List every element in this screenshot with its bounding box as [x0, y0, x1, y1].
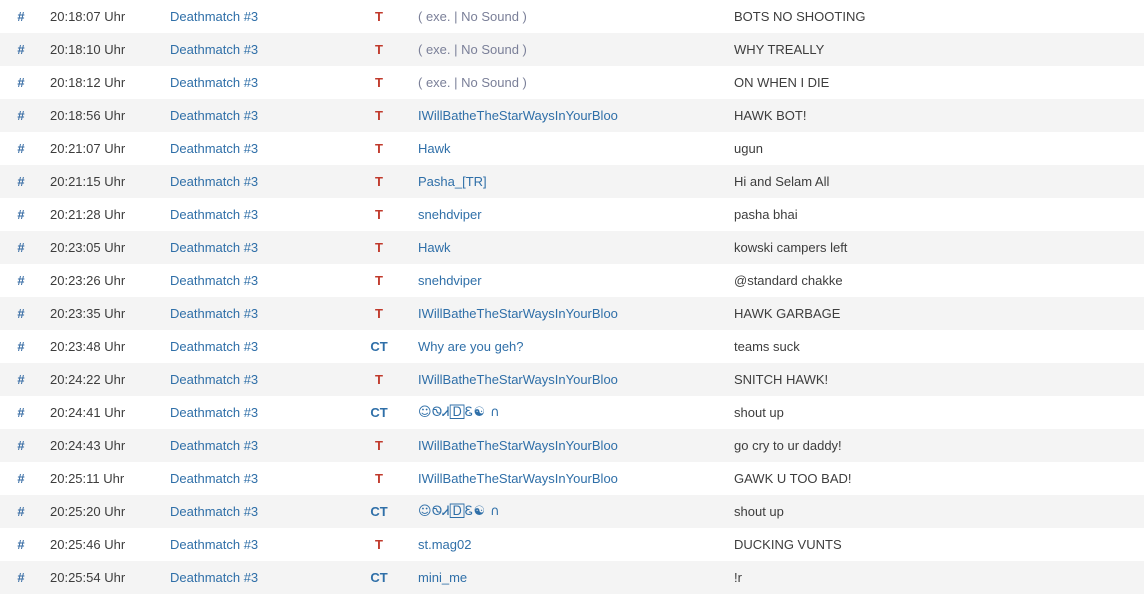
row-timestamp: 20:18:56 Uhr	[50, 108, 126, 123]
row-team-badge: T	[375, 240, 383, 255]
row-team-badge: T	[375, 438, 383, 453]
row-team-badge: T	[375, 75, 383, 90]
row-player-name-link[interactable]: Pasha_[TR]	[418, 174, 487, 189]
row-server-link[interactable]: Deathmatch #3	[170, 339, 259, 354]
row-timestamp: 20:24:43 Uhr	[50, 438, 126, 453]
row-team-badge: T	[375, 306, 383, 321]
row-chat-message: ON WHEN I DIE	[734, 75, 830, 90]
row-hash-link[interactable]: #	[17, 207, 25, 222]
row-team-badge: T	[375, 372, 383, 387]
row-player-name-link[interactable]: st.mag02	[418, 537, 472, 552]
row-team-badge: CT	[370, 570, 388, 585]
table-row	[0, 561, 1144, 594]
row-hash-link[interactable]: #	[17, 339, 25, 354]
table-row	[0, 99, 1144, 132]
row-chat-message: teams suck	[734, 339, 800, 354]
row-hash-link[interactable]: #	[17, 438, 25, 453]
row-chat-message: kowski campers left	[734, 240, 848, 255]
row-hash-link[interactable]: #	[17, 471, 25, 486]
row-player-name-link[interactable]: IWillBatheTheStarWaysInYourBloo	[418, 471, 618, 486]
row-chat-message: @standard chakke	[734, 273, 843, 288]
table-row	[0, 198, 1144, 231]
row-hash-link[interactable]: #	[17, 42, 25, 57]
row-timestamp: 20:18:12 Uhr	[50, 75, 126, 90]
row-timestamp: 20:25:46 Uhr	[50, 537, 126, 552]
row-player-name-link[interactable]: ☺ᏫᏗ🄳Ꮛ☯ ∩	[418, 405, 501, 420]
row-timestamp: 20:25:54 Uhr	[50, 570, 126, 585]
row-player-name-link[interactable]: IWillBatheTheStarWaysInYourBloo	[418, 108, 618, 123]
row-hash-link[interactable]: #	[17, 141, 25, 156]
row-timestamp: 20:18:07 Uhr	[50, 9, 126, 24]
row-player-name-link[interactable]: IWillBatheTheStarWaysInYourBloo	[418, 438, 618, 453]
row-player-name-link[interactable]: ☺ᏫᏗ🄳Ꮛ☯ ∩	[418, 504, 501, 519]
row-chat-message: SNITCH HAWK!	[734, 372, 829, 387]
row-player-name-link[interactable]: IWillBatheTheStarWaysInYourBloo	[418, 306, 618, 321]
row-timestamp: 20:23:48 Uhr	[50, 339, 126, 354]
table-row	[0, 330, 1144, 363]
row-hash-link[interactable]: #	[17, 108, 25, 123]
row-chat-message: Hi and Selam All	[734, 174, 830, 189]
row-server-link[interactable]: Deathmatch #3	[170, 240, 259, 255]
row-team-badge: CT	[370, 504, 388, 519]
row-hash-link[interactable]: #	[17, 9, 25, 24]
row-chat-message: pasha bhai	[734, 207, 798, 222]
row-server-link[interactable]: Deathmatch #3	[170, 537, 259, 552]
row-team-badge: T	[375, 141, 383, 156]
row-player-name-link[interactable]: ( exe. | No Sound )	[418, 42, 527, 57]
table-row	[0, 264, 1144, 297]
row-player-name-link[interactable]: IWillBatheTheStarWaysInYourBloo	[418, 372, 618, 387]
row-player-name-link[interactable]: ( exe. | No Sound )	[418, 75, 527, 90]
table-row	[0, 462, 1144, 495]
row-server-link[interactable]: Deathmatch #3	[170, 207, 259, 222]
row-chat-message: GAWK U TOO BAD!	[734, 471, 852, 486]
row-chat-message: shout up	[734, 504, 784, 519]
table-row	[0, 396, 1144, 429]
row-server-link[interactable]: Deathmatch #3	[170, 471, 259, 486]
row-player-name-link[interactable]: Hawk	[418, 141, 451, 156]
table-row	[0, 66, 1144, 99]
table-row	[0, 495, 1144, 528]
row-timestamp: 20:23:26 Uhr	[50, 273, 126, 288]
table-row	[0, 132, 1144, 165]
row-team-badge: T	[375, 9, 383, 24]
row-hash-link[interactable]: #	[17, 537, 25, 552]
row-hash-link[interactable]: #	[17, 240, 25, 255]
table-row	[0, 165, 1144, 198]
row-player-name-link[interactable]: snehdviper	[418, 207, 482, 222]
row-player-name-link[interactable]: mini_me	[418, 570, 468, 585]
row-timestamp: 20:23:05 Uhr	[50, 240, 126, 255]
row-server-link[interactable]: Deathmatch #3	[170, 504, 259, 519]
row-player-name-link[interactable]: snehdviper	[418, 273, 482, 288]
row-server-link[interactable]: Deathmatch #3	[170, 9, 259, 24]
table-row	[0, 231, 1144, 264]
row-chat-message: DUCKING VUNTS	[734, 537, 842, 552]
row-timestamp: 20:23:35 Uhr	[50, 306, 126, 321]
row-hash-link[interactable]: #	[17, 570, 25, 585]
row-chat-message: go cry to ur daddy!	[734, 438, 842, 453]
row-chat-message: ugun	[734, 141, 763, 156]
row-timestamp: 20:18:10 Uhr	[50, 42, 126, 57]
table-row	[0, 528, 1144, 561]
row-hash-link[interactable]: #	[17, 273, 25, 288]
row-timestamp: 20:24:22 Uhr	[50, 372, 126, 387]
row-timestamp: 20:25:20 Uhr	[50, 504, 126, 519]
row-chat-message: HAWK GARBAGE	[734, 306, 841, 321]
table-row	[0, 0, 1144, 33]
row-team-badge: T	[375, 174, 383, 189]
row-server-link[interactable]: Deathmatch #3	[170, 42, 259, 57]
row-team-badge: T	[375, 537, 383, 552]
row-hash-link[interactable]: #	[17, 405, 25, 420]
row-timestamp: 20:21:15 Uhr	[50, 174, 126, 189]
row-server-link[interactable]: Deathmatch #3	[170, 372, 259, 387]
row-team-badge: T	[375, 471, 383, 486]
table-row	[0, 297, 1144, 330]
table-row	[0, 363, 1144, 396]
row-hash-link[interactable]: #	[17, 504, 25, 519]
row-server-link[interactable]: Deathmatch #3	[170, 141, 259, 156]
row-player-name-link[interactable]: Hawk	[418, 240, 451, 255]
row-server-link[interactable]: Deathmatch #3	[170, 108, 259, 123]
row-timestamp: 20:25:11 Uhr	[50, 471, 125, 486]
row-server-link[interactable]: Deathmatch #3	[170, 174, 259, 189]
row-timestamp: 20:21:07 Uhr	[50, 141, 126, 156]
row-server-link[interactable]: Deathmatch #3	[170, 405, 259, 420]
row-chat-message: BOTS NO SHOOTING	[734, 9, 866, 24]
table-row	[0, 33, 1144, 66]
row-chat-message: WHY TREALLY	[734, 42, 825, 57]
row-server-link[interactable]: Deathmatch #3	[170, 75, 259, 90]
row-chat-message: !r	[734, 570, 742, 585]
row-server-link[interactable]: Deathmatch #3	[170, 273, 259, 288]
row-player-name-link[interactable]: Why are you geh?	[418, 339, 524, 354]
row-server-link[interactable]: Deathmatch #3	[170, 306, 259, 321]
row-timestamp: 20:21:28 Uhr	[50, 207, 126, 222]
row-team-badge: CT	[370, 339, 388, 354]
row-team-badge: T	[375, 108, 383, 123]
row-hash-link[interactable]: #	[17, 174, 25, 189]
row-server-link[interactable]: Deathmatch #3	[170, 570, 259, 585]
row-team-badge: CT	[370, 405, 388, 420]
row-hash-link[interactable]: #	[17, 306, 25, 321]
row-team-badge: T	[375, 207, 383, 222]
row-team-badge: T	[375, 273, 383, 288]
row-chat-message: shout up	[734, 405, 784, 420]
row-timestamp: 20:24:41 Uhr	[50, 405, 126, 420]
row-team-badge: T	[375, 42, 383, 57]
row-hash-link[interactable]: #	[17, 372, 25, 387]
row-server-link[interactable]: Deathmatch #3	[170, 438, 259, 453]
table-row	[0, 429, 1144, 462]
row-hash-link[interactable]: #	[17, 75, 25, 90]
row-chat-message: HAWK BOT!	[734, 108, 807, 123]
row-player-name-link[interactable]: ( exe. | No Sound )	[418, 9, 527, 24]
